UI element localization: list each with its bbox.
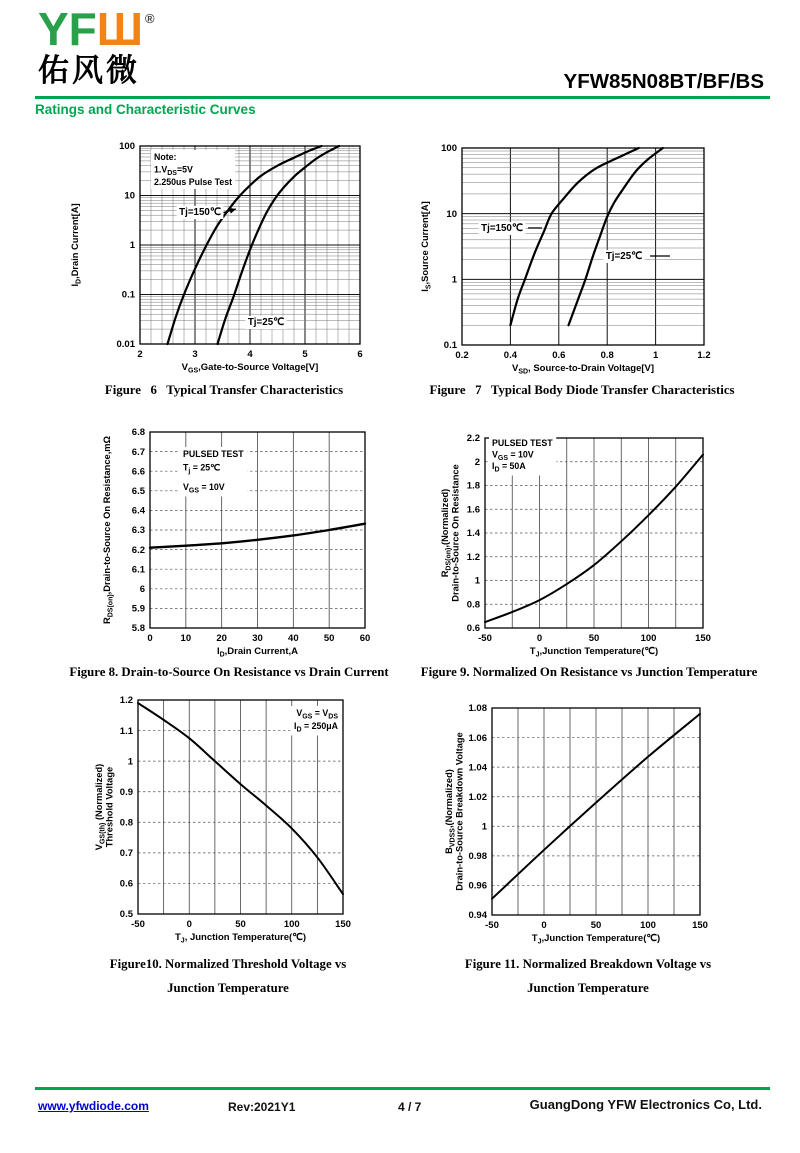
- svg-text:5.9: 5.9: [131, 603, 145, 615]
- svg-text:0.96: 0.96: [468, 880, 487, 892]
- svg-text:1.4: 1.4: [466, 528, 480, 540]
- svg-text:1: 1: [474, 575, 480, 587]
- svg-text:ID = 50A: $I_D = 50A$: [492, 461, 526, 474]
- page-number: 4 / 7: [398, 1100, 422, 1114]
- svg-text:RDS(on),(Normalized)Drain-to-S: $R_{DS(on)},(Normalized)Drain-to$-Source On Resistance: [440, 464, 461, 602]
- svg-text:1.8: 1.8: [466, 480, 480, 492]
- figure-7-caption: Figure 7 Typical Body Diode Transfer Characteristics: [429, 383, 735, 397]
- figure-8-plot: [58, 424, 400, 660]
- svg-text:150: 150: [692, 920, 708, 931]
- svg-text:150: 150: [695, 633, 711, 644]
- svg-text:50: 50: [590, 920, 602, 931]
- footer-rule: [35, 1087, 770, 1090]
- svg-text:0.2: 0.2: [455, 350, 469, 361]
- figure-11-normalized-breakdown-voltage: [418, 692, 758, 996]
- svg-text:2: 2: [137, 349, 143, 360]
- svg-text:1.6: 1.6: [466, 504, 480, 516]
- svg-text:Note:: Note:: [154, 152, 177, 162]
- svg-text:VSD, Source-to-Drain Voltage[: $V_{SD}$, Source-to-Drain Voltage[V]: [511, 363, 655, 376]
- svg-text:1.08: 1.08: [468, 703, 487, 715]
- svg-text:RDS(on),Drain-to-Source On Res: $R_{DS(on)},Drain-to$-Source On Resistance,mΩ: [102, 436, 115, 624]
- svg-text:BVDSS,(Normalized)Drain-to-Sou: $B_{VDSS},(Normalized)Drain-to$-Source Breakdown Voltage: [444, 732, 465, 891]
- svg-text:1.06: 1.06: [468, 732, 487, 744]
- svg-text:4: 4: [247, 349, 253, 360]
- svg-text:0.01: 0.01: [116, 339, 135, 351]
- svg-text:1.VDS=5V: $1.V_{DS}=5V$: [154, 164, 193, 177]
- svg-text:-50: -50: [485, 920, 499, 931]
- svg-text:0: 0: [147, 633, 153, 644]
- svg-text:6.8: 6.8: [131, 427, 145, 439]
- svg-text:0: 0: [541, 920, 547, 931]
- svg-text:1.04: 1.04: [468, 762, 487, 774]
- figure-8-on-resistance-vs-current: [58, 424, 400, 680]
- svg-text:0.5: 0.5: [119, 909, 133, 921]
- part-number: YFW85N08BT/BF/BS: [563, 70, 764, 93]
- svg-text:1: 1: [127, 756, 133, 768]
- figure-7-body-diode-characteristics: [412, 138, 752, 398]
- svg-text:1.02: 1.02: [468, 791, 487, 803]
- registered-mark-icon: ®: [145, 11, 155, 26]
- svg-text:2.2: 2.2: [466, 433, 480, 445]
- website-link[interactable]: www.yfwdiode.com: [38, 1099, 149, 1113]
- svg-text:1: 1: [652, 350, 659, 361]
- svg-text:Tj=25℃: Tj=25℃: [605, 251, 643, 262]
- svg-text:0.4: 0.4: [503, 350, 518, 361]
- svg-text:0: 0: [186, 919, 192, 930]
- revision-label: Rev:2021Y1: [228, 1100, 296, 1114]
- svg-text:50: 50: [323, 633, 335, 644]
- svg-text:0.98: 0.98: [468, 851, 487, 863]
- svg-text:6.6: 6.6: [131, 466, 145, 478]
- svg-text:0.1: 0.1: [443, 340, 457, 352]
- yfw-logo-latin: [38, 3, 155, 55]
- figure-7-plot: [412, 138, 752, 378]
- svg-text:TJ,Junction Temperature(℃): $T_J,Junction$ Temperature(℃): [531, 933, 661, 946]
- figure-11-caption-line1: Figure 11. Normalized Breakdown Voltage vs: [464, 957, 712, 971]
- svg-text:100: 100: [640, 920, 656, 931]
- figure-9-caption: Figure 9. Normalized On Resistance vs Junction Temperature: [420, 665, 758, 679]
- figure-9-plot: [418, 424, 760, 660]
- svg-text:Tj=150℃: Tj=150℃: [481, 223, 523, 234]
- svg-text:1.2: 1.2: [119, 695, 133, 707]
- svg-text:6.2: 6.2: [131, 544, 145, 556]
- figure-10-caption-line2: Junction Temperature: [167, 981, 289, 995]
- svg-text:100: 100: [640, 633, 657, 644]
- svg-text:VGS = 10V: $V_{GS} = 10V$: [183, 482, 225, 495]
- svg-text:30: 30: [252, 633, 263, 644]
- svg-text:6.3: 6.3: [131, 525, 145, 537]
- svg-text:VGS = VDS: $V_{GS} = V_{DS}$: [296, 708, 338, 721]
- svg-text:VGS(th) (Normalized)Threshold: $V_{GS(th)}$ (Normalized)Threshold Voltage: [94, 763, 115, 851]
- svg-text:0.8: 0.8: [466, 599, 480, 611]
- figure-8-caption: Figure 8. Drain-to-Source On Resistance vs Drain Current: [69, 665, 389, 679]
- figure-11-plot: [418, 692, 758, 952]
- svg-text:ID,Drain Current,A: $I_D,Drain$ Current,A: [216, 646, 299, 659]
- yfw-logo-chinese: 佑风微: [38, 53, 140, 88]
- svg-text:Tj = 25℃: $T_j$ = 25℃: [183, 462, 221, 475]
- svg-text:5.8: 5.8: [131, 623, 145, 635]
- svg-text:6.7: 6.7: [131, 446, 145, 458]
- svg-text:0.6: 0.6: [119, 878, 133, 890]
- svg-text:5: 5: [302, 349, 308, 360]
- svg-text:1: 1: [451, 274, 457, 286]
- svg-text:IS,Source Current[A]: $I_S,Source$ Current[A]: [420, 201, 433, 292]
- svg-text:6.1: 6.1: [131, 564, 145, 576]
- header-rule: [35, 96, 770, 99]
- svg-text:40: 40: [288, 633, 299, 644]
- svg-text:0.94: 0.94: [468, 910, 487, 922]
- svg-text:-50: -50: [478, 633, 492, 644]
- svg-text:50: 50: [588, 633, 600, 644]
- svg-text:0.6: 0.6: [466, 623, 480, 635]
- svg-text:ID = 250μA: $I_D = 250\mu A$: [294, 721, 338, 734]
- svg-text:100: 100: [283, 919, 300, 930]
- svg-text:0.9: 0.9: [119, 786, 133, 798]
- figure-11-caption-line2: Junction Temperature: [527, 981, 649, 995]
- figure-9-normalized-on-resistance: [418, 424, 760, 680]
- svg-text:6: 6: [139, 584, 145, 595]
- svg-text:10: 10: [124, 190, 135, 202]
- svg-text:Tj=25℃: Tj=25℃: [247, 317, 285, 328]
- svg-text:20: 20: [216, 633, 227, 644]
- svg-text:Tj=150℃: Tj=150℃: [179, 207, 221, 218]
- svg-text:1.1: 1.1: [119, 725, 133, 737]
- figure-10-normalized-threshold-voltage: [58, 692, 398, 996]
- svg-text:0.8: 0.8: [119, 817, 133, 829]
- figure-6-caption: Figure 6 Typical Transfer Characteristics: [104, 383, 344, 397]
- company-name: GuangDong YFW Electronics Co, Ltd.: [529, 1097, 762, 1112]
- svg-text:10: 10: [180, 633, 192, 644]
- svg-text:0.7: 0.7: [119, 848, 133, 860]
- svg-text:1: 1: [481, 821, 487, 833]
- svg-text:6: 6: [357, 349, 363, 360]
- svg-text:1: 1: [129, 240, 135, 252]
- svg-text:3: 3: [192, 349, 198, 360]
- logo-text-green: YF: [38, 3, 97, 55]
- svg-text:0: 0: [536, 633, 543, 644]
- svg-text:100: 100: [441, 143, 457, 155]
- yfw-logo: [38, 3, 155, 88]
- figure-6-plot: [58, 138, 390, 378]
- svg-text:2.250us Pulse Test: 2.250us Pulse Test: [154, 177, 233, 187]
- svg-text:VGS,Gate-to-Source Voltage[V]: $V_{GS},Gate-to$-Source Voltage[V]: [181, 362, 319, 375]
- svg-text:VGS = 10V: $V_{GS} = 10V$: [492, 449, 534, 462]
- svg-text:0.8: 0.8: [600, 350, 614, 361]
- svg-text:1.2: 1.2: [697, 350, 711, 361]
- section-title: Ratings and Characteristic Curves: [35, 102, 256, 117]
- svg-text:ID,Drain Current[A]: $I_D,Drain$ Current[A]: [70, 203, 83, 287]
- figure-10-plot: [58, 692, 398, 952]
- svg-text:6.4: 6.4: [131, 505, 145, 517]
- svg-text:0.6: 0.6: [552, 350, 566, 361]
- svg-text:0.1: 0.1: [121, 289, 135, 301]
- svg-text:150: 150: [335, 919, 351, 930]
- svg-text:50: 50: [235, 919, 246, 930]
- svg-text:100: 100: [119, 141, 135, 153]
- svg-text:10: 10: [446, 208, 457, 220]
- svg-text:TJ, Junction Temperature(℃): $T_J$, Junction Temperature(℃): [174, 932, 307, 945]
- svg-text:2: 2: [474, 456, 480, 468]
- svg-text:TJ,Junction Temperature(℃): $T_J,Junction$ Temperature(℃): [529, 646, 659, 659]
- svg-text:6.5: 6.5: [131, 486, 145, 497]
- svg-text:1.2: 1.2: [466, 551, 480, 563]
- svg-text:-50: -50: [131, 919, 145, 930]
- svg-text:PULSED TEST: PULSED TEST: [183, 449, 244, 459]
- figure-6-transfer-characteristics: [58, 138, 390, 398]
- figure-10-caption-line1: Figure10. Normalized Threshold Voltage vs: [109, 957, 347, 971]
- svg-text:60: 60: [359, 633, 371, 644]
- svg-text:PULSED TEST: PULSED TEST: [492, 438, 553, 448]
- logo-text-orange: Ш: [96, 3, 144, 55]
